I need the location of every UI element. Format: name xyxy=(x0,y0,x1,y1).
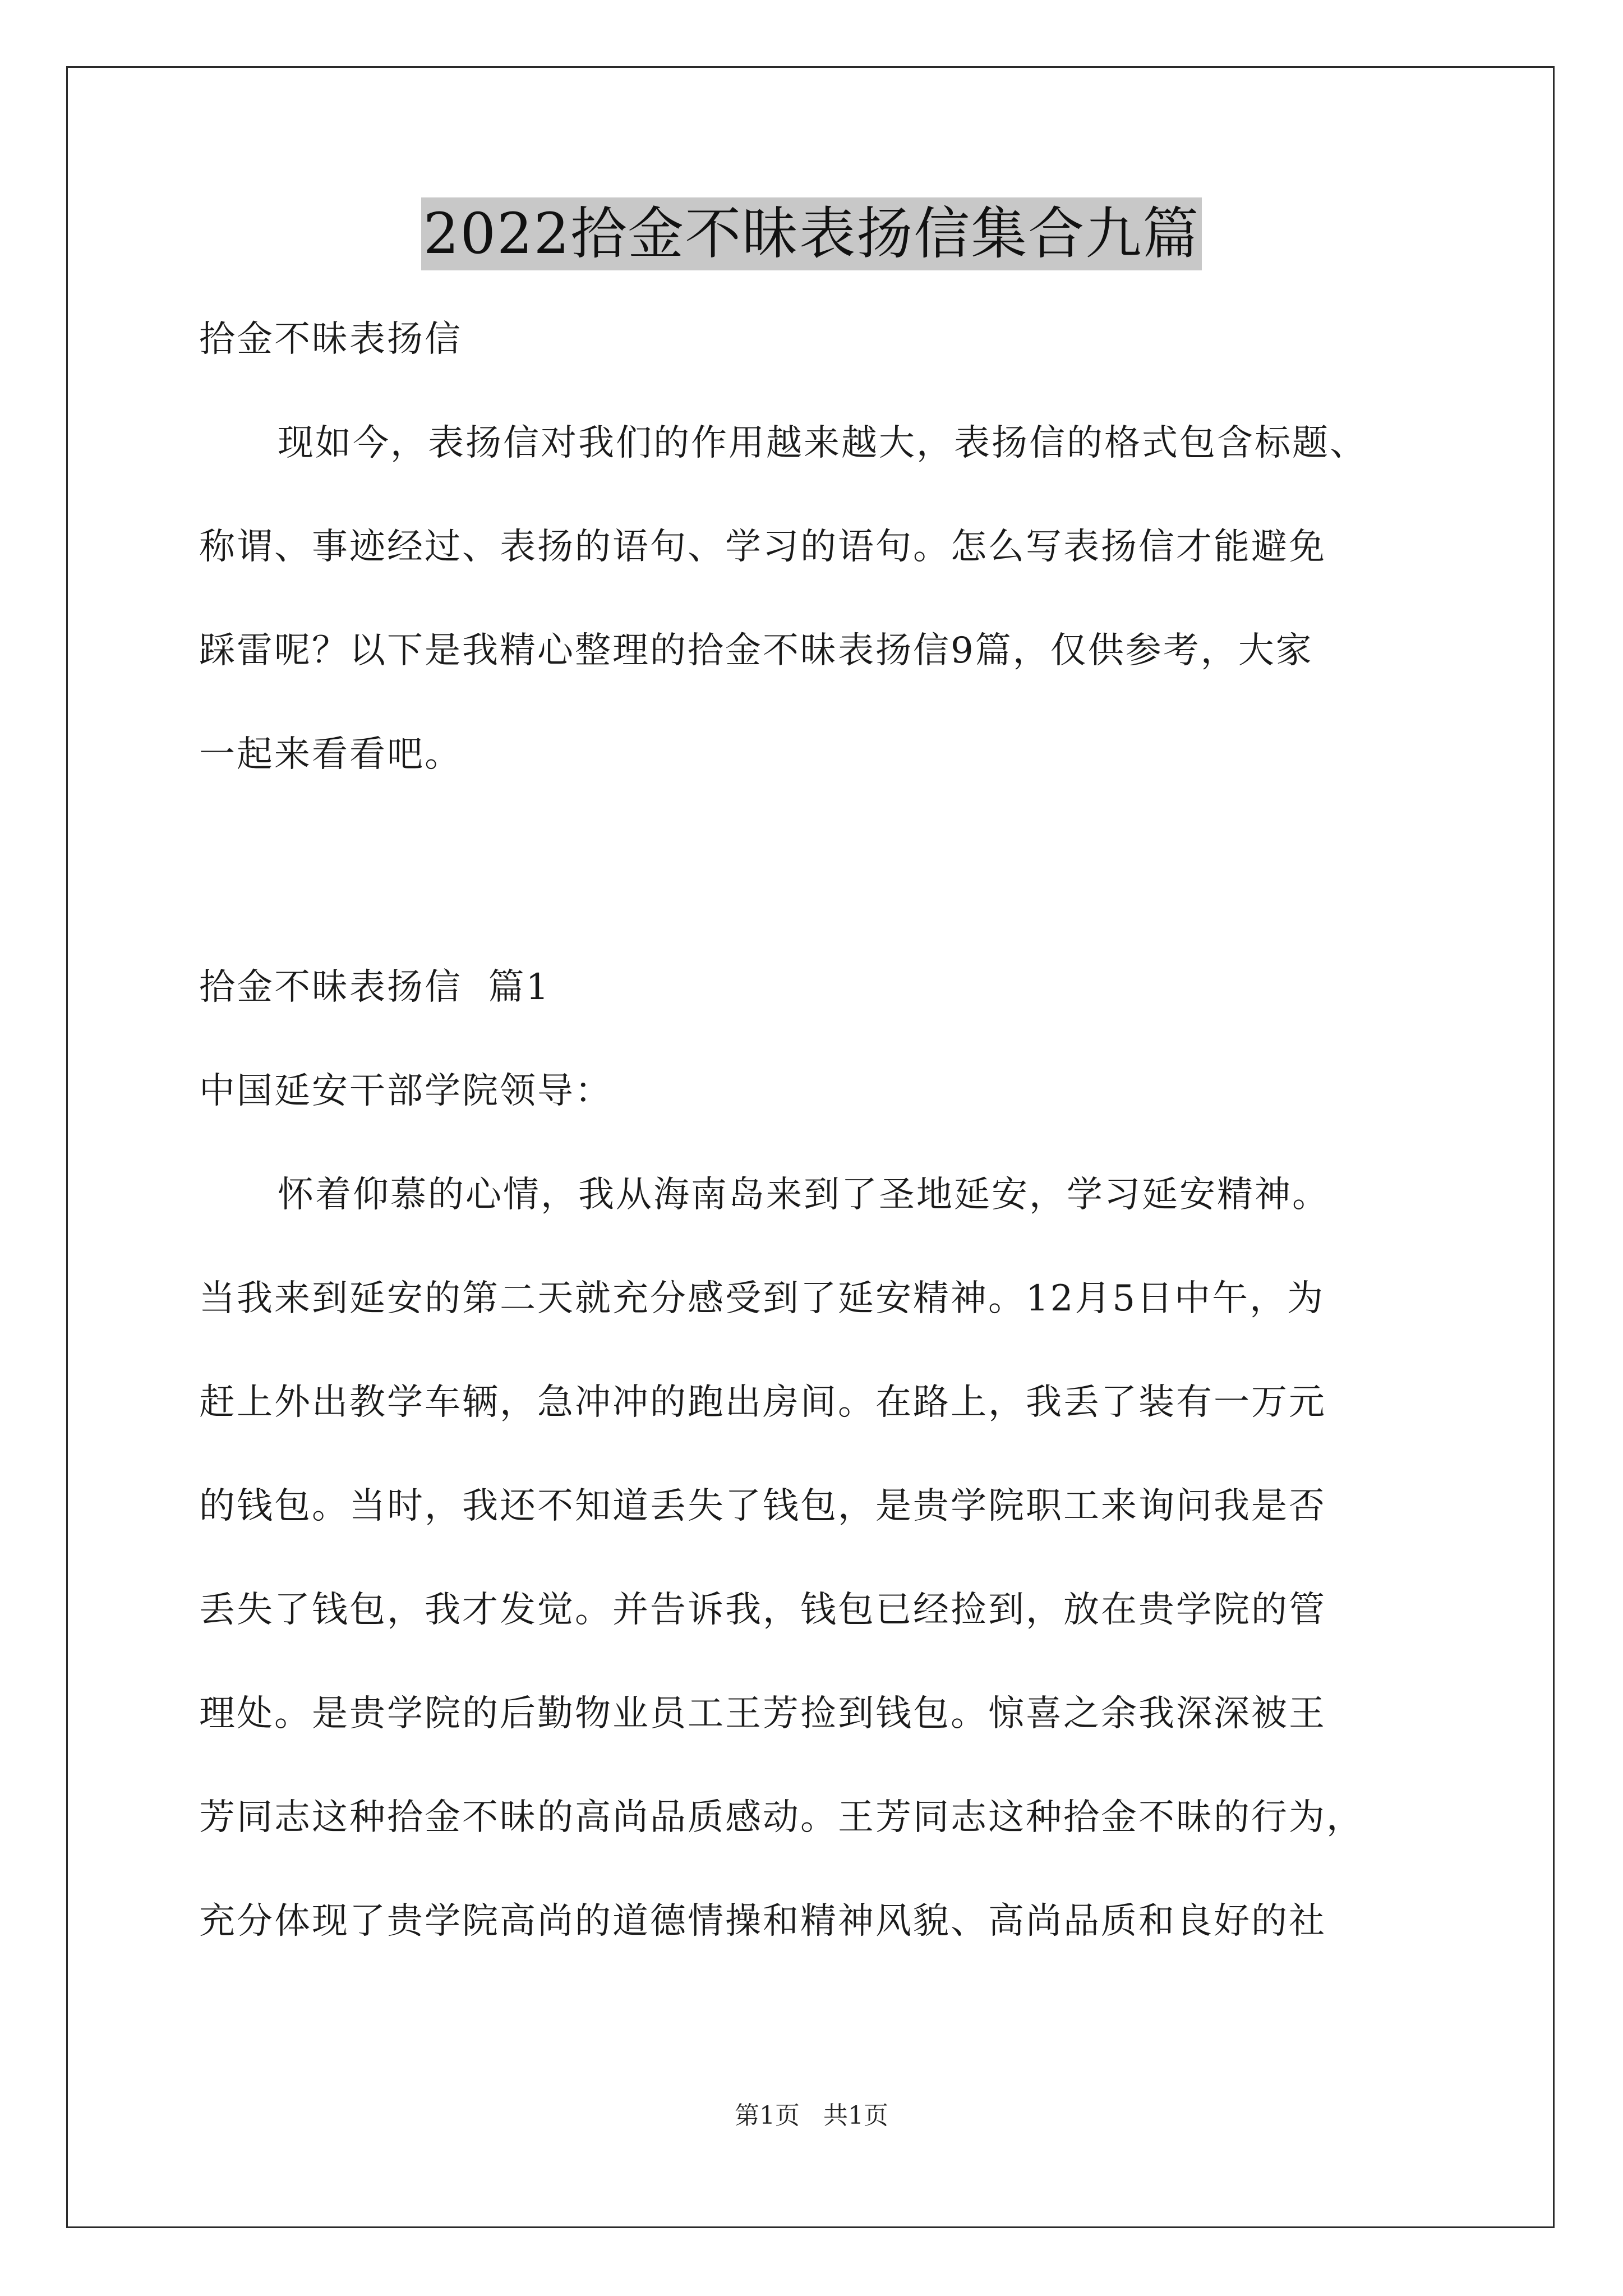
body-line: 充分体现了贵学院高尚的道德情操和精神风貌、高尚品质和良好的社 xyxy=(199,1901,1326,1942)
title-container xyxy=(0,197,1623,270)
body-line: 芳同志这种拾金不昧的高尚品质感动。王芳同志这种拾金不昧的行为， xyxy=(199,1797,1364,1838)
document-body xyxy=(199,314,1461,2000)
salutation: 中国延安干部学院领导： xyxy=(199,1070,612,1112)
body-line: 怀着仰慕的心情，我从海南岛来到了圣地延安，学习延安精神。 xyxy=(278,1174,1330,1216)
section-title: 拾金不昧表扬信 篇1 xyxy=(199,967,551,1008)
intro-line: 踩雷呢？以下是我精心整理的拾金不昧表扬信9篇，仅供参考，大家 xyxy=(199,630,1313,671)
body-line: 当我来到延安的第二天就充分感受到了延安精神。12月5日中午，为 xyxy=(199,1278,1325,1319)
intro-line: 称谓、事迹经过、表扬的语句、学习的语句。怎么写表扬信才能避免 xyxy=(199,526,1326,568)
intro-line: 一起来看看吧。 xyxy=(199,734,462,775)
intro-line: 现如今，表扬信对我们的作用越来越大，表扬信的格式包含标题、 xyxy=(278,422,1367,464)
body-line: 丢失了钱包，我才发觉。并告诉我，钱包已经捡到，放在贵学院的管 xyxy=(199,1589,1326,1631)
spacer xyxy=(199,833,1461,962)
body-line: 赶上外出教学车辆，急冲冲的跑出房间。在路上，我丢了装有一万元 xyxy=(199,1382,1326,1423)
body-line: 理处。是贵学院的后勤物业员工王芳捡到钱包。惊喜之余我深深被王 xyxy=(199,1693,1326,1734)
page-footer: 第1页 共1页 xyxy=(735,2101,888,2130)
heading: 拾金不昧表扬信 xyxy=(199,319,462,360)
body-line: 的钱包。当时，我还不知道丢失了钱包，是贵学院职工来询问我是否 xyxy=(199,1485,1326,1527)
document-title: 2022拾金不昧表扬信集合九篇 xyxy=(421,197,1202,270)
